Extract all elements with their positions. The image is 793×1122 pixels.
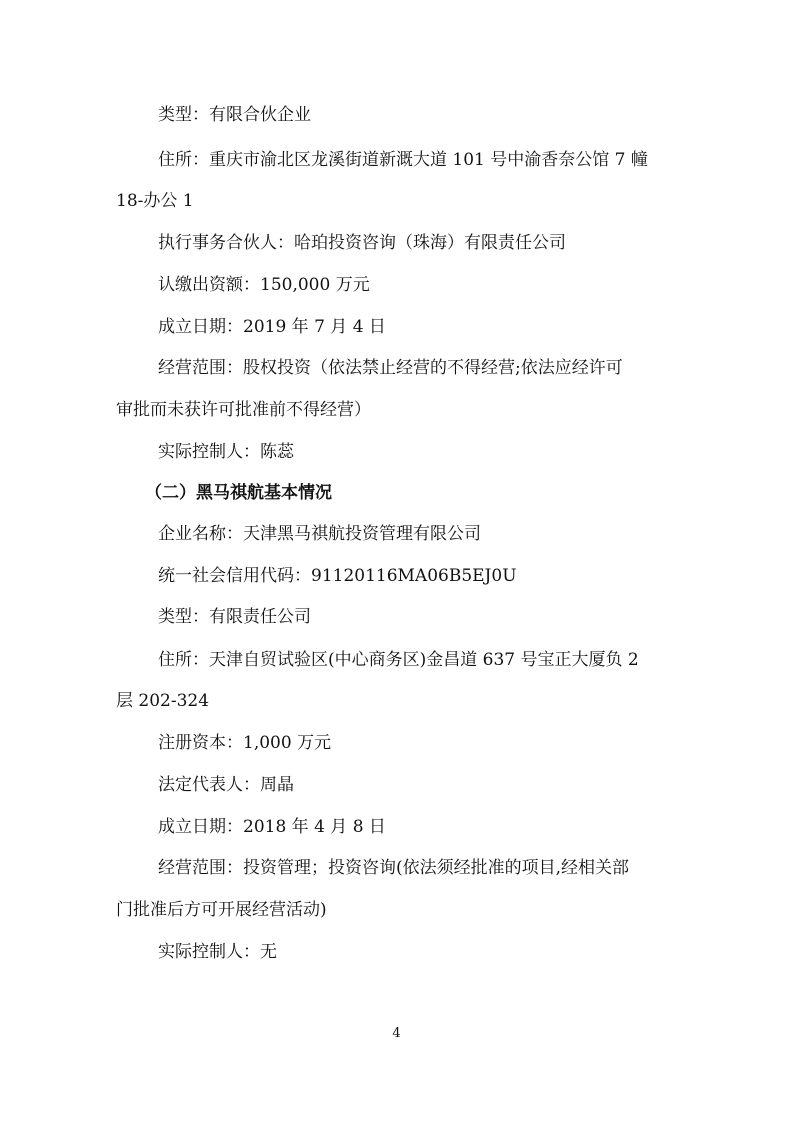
section-heading: （二）黑马祺航基本情况 [145, 483, 332, 503]
legal-representative: 法定代表人：周晶 [158, 775, 294, 795]
company-scope-line1: 经营范围：投资管理；投资咨询(依法须经批准的项目,经相关部 [158, 858, 630, 878]
company-address-line1: 住所：天津自贸试验区(中心商务区)金昌道 637 号宝正大厦负 2 [158, 650, 639, 670]
subscribed-capital: 认缴出资额：150,000 万元 [158, 275, 370, 295]
partnership-established-date: 成立日期：2019 年 7 月 4 日 [158, 317, 386, 337]
partnership-type: 类型：有限合伙企业 [158, 105, 311, 125]
registered-capital: 注册资本：1,000 万元 [158, 733, 332, 753]
company-scope-line2: 门批准后方可开展经营活动) [116, 900, 327, 920]
partnership-scope-line1: 经营范围：股权投资（依法禁止经营的不得经营;依法应经许可 [158, 358, 623, 378]
partnership-controller: 实际控制人：陈蕊 [158, 442, 294, 462]
company-address-line2: 层 202-324 [116, 691, 210, 711]
partnership-scope-line2: 审批而未获许可批准前不得经营） [116, 400, 371, 420]
partnership-address-line1: 住所：重庆市渝北区龙溪街道新溉大道 101 号中渝香奈公馆 7 幢 [158, 150, 648, 170]
page-number: 4 [392, 1026, 401, 1041]
company-type: 类型：有限责任公司 [158, 607, 311, 627]
company-name: 企业名称：天津黑马祺航投资管理有限公司 [158, 524, 481, 544]
company-established-date: 成立日期：2018 年 4 月 8 日 [158, 817, 386, 837]
executive-partner: 执行事务合伙人：哈珀投资咨询（珠海）有限责任公司 [158, 233, 566, 253]
company-controller: 实际控制人：无 [158, 942, 277, 962]
partnership-address-line2: 18-办公 1 [116, 191, 194, 211]
credit-code: 统一社会信用代码：91120116MA06B5EJ0U [158, 566, 517, 586]
